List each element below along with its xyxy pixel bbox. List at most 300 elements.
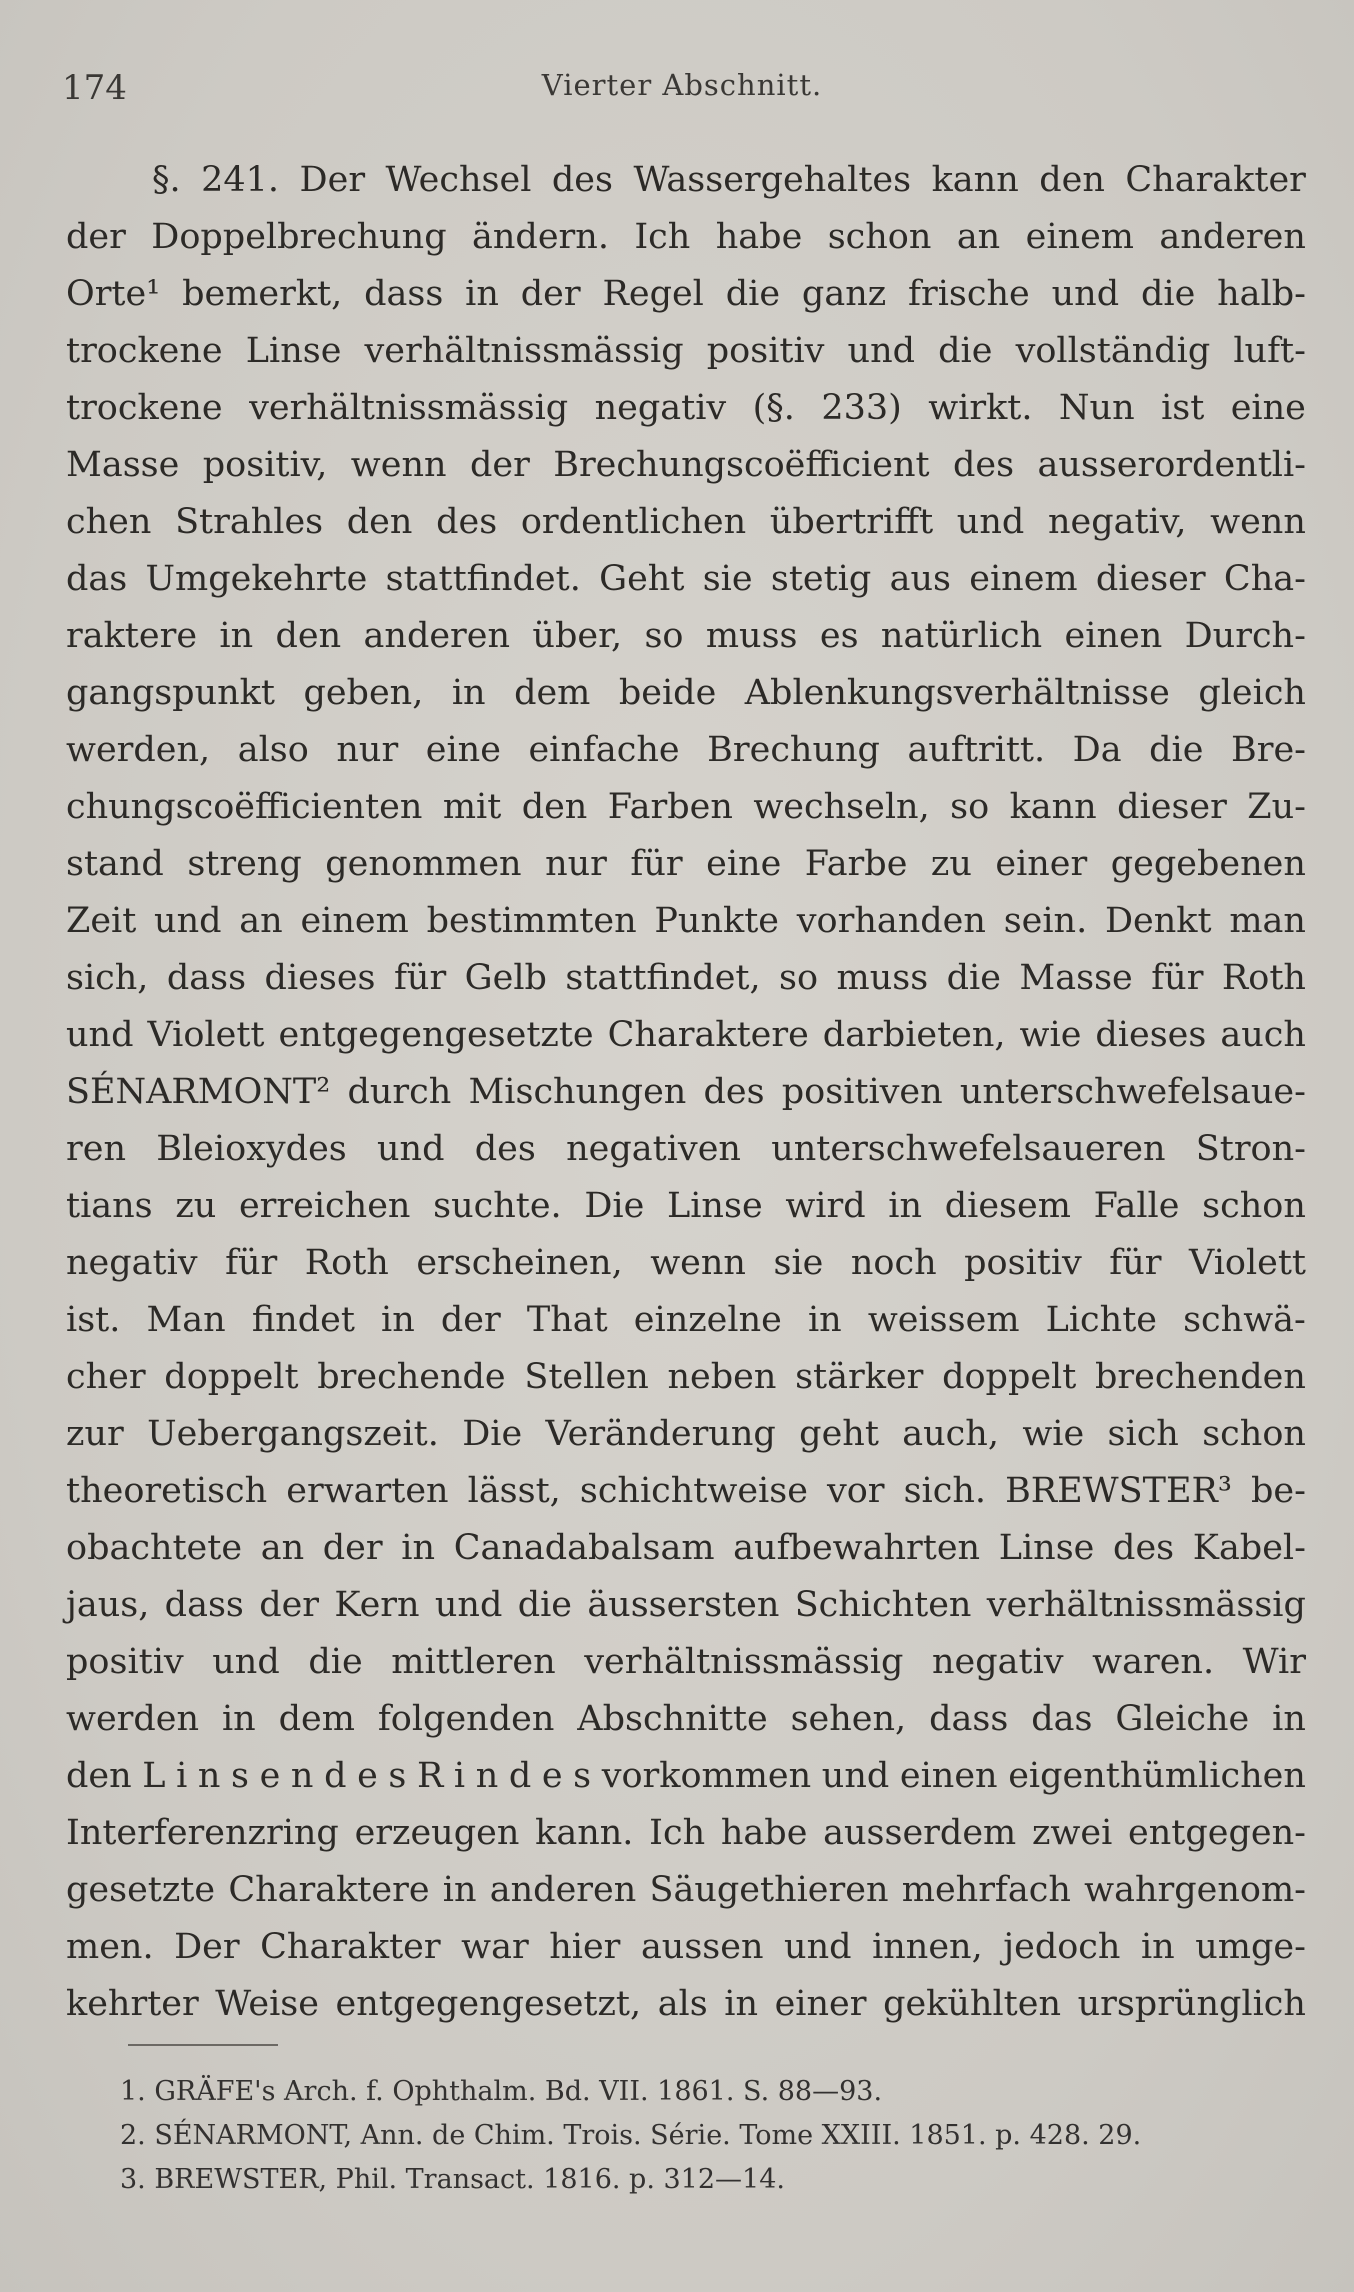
word: werden, (66, 730, 211, 770)
word: anderen (1159, 217, 1306, 257)
text-line (66, 1862, 1306, 1919)
word: mehrfach (901, 1870, 1071, 1910)
word: Säugethieren (649, 1870, 889, 1910)
word: äussersten (587, 1585, 780, 1625)
word: negativen (566, 1129, 741, 1169)
word: jaus, (66, 1585, 150, 1625)
word: wenn (650, 1243, 746, 1283)
word: die (517, 1585, 572, 1625)
word: Ich (634, 217, 691, 257)
word: und (821, 1756, 890, 1796)
word: stattfindet. (385, 559, 581, 599)
word: das (66, 559, 128, 599)
word: findet (251, 1300, 355, 1340)
word: Linse (998, 1528, 1095, 1568)
word: negativ, (1047, 502, 1187, 542)
word: den (1039, 160, 1105, 200)
word: Bre- (1231, 730, 1306, 770)
word: Wir (1242, 1642, 1306, 1682)
text-line (66, 608, 1306, 665)
word: Nun (1058, 388, 1135, 428)
word: den (275, 616, 342, 656)
word: als (657, 1984, 708, 2024)
word: den (66, 1756, 132, 1796)
text-line (66, 1064, 1306, 1121)
word: ursprünglich (1077, 1984, 1306, 2024)
word: s (388, 1756, 407, 1796)
word: an (956, 217, 1001, 257)
word: erreichen (238, 1186, 411, 1226)
word: übertrifft (769, 502, 934, 542)
word: sich. (903, 1471, 987, 1511)
word: und (847, 331, 916, 371)
footnote: 1. GRÄFE's Arch. f. Ophthalm. Bd. VII. 1861. S. 88—93. (120, 2076, 883, 2107)
word: Schichten (794, 1585, 972, 1625)
word: Strahles (175, 502, 324, 542)
word: Masse (1019, 958, 1133, 998)
word: bemerkt, (182, 274, 343, 314)
word: streng (187, 844, 302, 884)
word: werden (66, 1699, 200, 1739)
text-line (66, 266, 1306, 323)
word: be- (1250, 1471, 1306, 1511)
word: für (393, 958, 447, 998)
word: erwarten (286, 1471, 449, 1511)
word: an (239, 901, 283, 941)
word: Linse (667, 1186, 763, 1226)
word: Da (1072, 730, 1122, 770)
word: so (779, 958, 819, 998)
word: umge- (1195, 1927, 1306, 1967)
word: ist. (66, 1300, 121, 1340)
text-line (66, 1919, 1306, 1976)
word: Uebergangszeit. (147, 1414, 439, 1454)
word: einer (995, 844, 1088, 884)
word: gleich (1198, 673, 1306, 713)
word: sie (773, 1243, 824, 1283)
word: des (952, 445, 1015, 485)
footnote-separator (128, 2044, 278, 2046)
word: noch (850, 1243, 937, 1283)
word: der (440, 1300, 501, 1340)
word: lässt, (467, 1471, 561, 1511)
word: kehrter (66, 1984, 199, 2024)
word: weissem (867, 1300, 1020, 1340)
word: der (322, 1528, 383, 1568)
word: nur (545, 844, 607, 884)
word: den (346, 502, 413, 542)
word: muss (836, 958, 929, 998)
word: e (259, 1756, 281, 1796)
word: in (807, 1300, 842, 1340)
text-line (66, 1805, 1306, 1862)
word: Brechungscoëfficient (553, 445, 930, 485)
word: Wassergehaltes (633, 160, 912, 200)
word: dem (514, 673, 591, 713)
word: der (259, 1585, 320, 1625)
word: der (469, 445, 530, 485)
word: sein. (1003, 901, 1088, 941)
word: des (1113, 1528, 1175, 1568)
word: Veränderung (545, 1414, 776, 1454)
word: doppelt (942, 1357, 1077, 1397)
text-line (66, 950, 1306, 1007)
word: beide (618, 673, 717, 713)
word: geht (799, 1414, 879, 1454)
word: suchte. (433, 1186, 562, 1226)
word: chungscoëfficienten (66, 787, 423, 827)
word: n (290, 1756, 314, 1796)
word: SÉNARMONT² (66, 1072, 331, 1112)
word: schichtweise (579, 1471, 808, 1511)
word: und (377, 1129, 445, 1169)
text-line (66, 1178, 1306, 1235)
word: jedoch (1003, 1927, 1121, 1967)
word: BREWSTER³ (1005, 1471, 1232, 1511)
word: vor (826, 1471, 885, 1511)
word: aus (889, 559, 951, 599)
word: in (1272, 1699, 1306, 1739)
word: ren (66, 1129, 126, 1169)
word: dass (166, 958, 247, 998)
word: Kern (334, 1585, 420, 1625)
text-line (66, 722, 1306, 779)
word: innen, (872, 1927, 983, 1967)
word: einzelne (633, 1300, 782, 1340)
word: stand (66, 844, 164, 884)
word: s (231, 1756, 250, 1796)
text-line (66, 1577, 1306, 1634)
word: einfache (528, 730, 680, 770)
word: Denkt (1104, 901, 1212, 941)
word: wenn (1210, 502, 1306, 542)
text-line (66, 380, 1306, 437)
word: stärker (795, 1357, 924, 1397)
word: Charaktere (228, 1870, 430, 1910)
word: sich (1107, 1414, 1179, 1454)
word: dieses (1095, 1015, 1207, 1055)
word: Ich (649, 1813, 706, 1853)
word: n (197, 1756, 221, 1796)
text-line (66, 893, 1306, 950)
word: positiv (706, 331, 825, 371)
word: negativ (66, 1243, 198, 1283)
word: für (225, 1243, 278, 1283)
word: eine (706, 844, 782, 884)
word: mittleren (391, 1642, 556, 1682)
word: des (436, 502, 498, 542)
word: n (475, 1756, 499, 1796)
word: an (260, 1528, 305, 1568)
word: positiv (66, 1642, 184, 1682)
word: so (950, 787, 990, 827)
word: Interferenzring (66, 1813, 339, 1853)
text-line (66, 1406, 1306, 1463)
word: unterschwefelsaueren (771, 1129, 1166, 1169)
word: ändern. (472, 217, 609, 257)
word: vorhanden (796, 901, 986, 941)
word: That (526, 1300, 608, 1340)
word: und (66, 1015, 134, 1055)
word: folgenden (377, 1699, 555, 1739)
word: genommen (325, 844, 522, 884)
word: die (308, 1642, 363, 1682)
word: wirkt. (928, 388, 1033, 428)
word: gangspunkt (66, 673, 275, 713)
word: i (176, 1756, 188, 1796)
word: in (465, 274, 499, 314)
text-line (66, 1748, 1306, 1805)
word: trockene (66, 388, 223, 428)
word: raktere (66, 616, 198, 656)
word: Kabel- (1192, 1528, 1306, 1568)
word: 233) (821, 388, 902, 428)
word: Charakter (1125, 160, 1306, 200)
word: es (819, 616, 859, 656)
word: in (724, 1984, 759, 2024)
text-line (66, 323, 1306, 380)
word: ist (1161, 388, 1205, 428)
text-line (66, 665, 1306, 722)
word: in (221, 1699, 256, 1739)
word: Zeit (66, 901, 137, 941)
word: erscheinen, (416, 1243, 623, 1283)
word: Cha- (1223, 559, 1306, 599)
word: Orte¹ (66, 274, 161, 314)
word: Der (299, 160, 366, 200)
word: Farben (607, 787, 733, 827)
word: einen (899, 1756, 998, 1796)
text-line (66, 1235, 1306, 1292)
word: dass (364, 274, 444, 314)
word: ausserordentli- (1037, 445, 1306, 485)
word: wird (785, 1186, 866, 1226)
word: Masse (66, 445, 180, 485)
word: kann (1009, 787, 1097, 827)
word: einem (300, 901, 409, 941)
word: die (938, 331, 993, 371)
word: in (401, 1528, 436, 1568)
word: geben, (303, 673, 424, 713)
word: R (416, 1756, 444, 1796)
word: dass (164, 1585, 244, 1625)
body-text (66, 152, 1306, 2033)
footnotes (120, 2070, 1310, 2202)
word: s (573, 1756, 592, 1796)
word: man (1229, 901, 1306, 941)
word: der (520, 274, 581, 314)
word: chen (66, 502, 152, 542)
word: einem (1025, 217, 1134, 257)
word: schon (1202, 1186, 1306, 1226)
word: eine (425, 730, 501, 770)
word: stetig (770, 559, 872, 599)
word: wenn (350, 445, 447, 485)
word: doppelt (164, 1357, 299, 1397)
word: Bleioxydes (156, 1129, 347, 1169)
text-line (66, 1463, 1306, 1520)
word: dieser (1117, 787, 1227, 827)
word: anderen (489, 1870, 637, 1910)
word: und (434, 1585, 503, 1625)
word: Linse (245, 331, 342, 371)
text-line (66, 209, 1306, 266)
word: gesetzte (66, 1870, 216, 1910)
word: Abschnitte (577, 1699, 768, 1739)
word: gegebenen (1110, 844, 1306, 884)
word: kann (931, 160, 1019, 200)
word: Roth (1221, 958, 1306, 998)
text-line (66, 1292, 1306, 1349)
text-line (66, 779, 1306, 836)
word: diesem (944, 1186, 1071, 1226)
word: entgegengesetzt, (335, 1984, 642, 2024)
word: für (1109, 1243, 1162, 1283)
word: war (461, 1927, 529, 1967)
word: zu (175, 1186, 217, 1226)
word: Charakter (260, 1927, 441, 1967)
word: auftritt. (907, 730, 1046, 770)
text-line (66, 836, 1306, 893)
word: des (551, 160, 613, 200)
word: in (442, 1870, 477, 1910)
word: luft- (1233, 331, 1306, 371)
word: schon (827, 217, 932, 257)
word: ordentlichen (520, 502, 747, 542)
word: des (474, 1129, 536, 1169)
word: verhältnissmässig (584, 1642, 904, 1682)
text-line (66, 437, 1306, 494)
word: und (956, 502, 1025, 542)
word: nur (336, 730, 399, 770)
word: Regel (602, 274, 704, 314)
word: einem (969, 559, 1078, 599)
word: unterschwefelsaue- (959, 1072, 1306, 1112)
word: aufbewahrten (733, 1528, 981, 1568)
word: verhältnissmässig (249, 388, 569, 428)
word: dem (278, 1699, 355, 1739)
word: einer (774, 1984, 867, 2024)
word: und (1051, 274, 1120, 314)
text-line (66, 152, 1306, 209)
word: brechende (317, 1357, 506, 1397)
word: §. (152, 160, 181, 200)
section-title: Vierter Abschnitt. (541, 68, 823, 102)
word: die (1140, 274, 1196, 314)
word: auch, (902, 1414, 999, 1454)
word: Wechsel (385, 160, 532, 200)
word: waren. (1092, 1642, 1215, 1682)
word: durch (347, 1072, 452, 1112)
word: schwä- (1183, 1300, 1306, 1340)
word: in (451, 673, 486, 713)
text-line (66, 1691, 1306, 1748)
word: über, (532, 616, 623, 656)
word: das (1031, 1699, 1093, 1739)
word: in (381, 1300, 415, 1340)
word: Charaktere (607, 1015, 809, 1055)
word: verhältnissmässig (364, 331, 684, 371)
word: positiven (781, 1072, 943, 1112)
word: positiv, (202, 445, 328, 485)
word: die (946, 958, 1001, 998)
word: habe (720, 1813, 808, 1853)
word: ausserdem (823, 1813, 1017, 1853)
word: eigenthümlichen (1008, 1756, 1306, 1796)
word: stattfindet, (565, 958, 761, 998)
word: neben (667, 1357, 777, 1397)
word: für (630, 844, 683, 884)
word: und (212, 1642, 280, 1682)
word: dieses (264, 958, 376, 998)
word: hier (549, 1927, 621, 1967)
word: eine (1230, 388, 1306, 428)
word: Lichte (1045, 1300, 1157, 1340)
word: e (357, 1756, 378, 1796)
word: kann. (535, 1813, 634, 1853)
word: negativ (594, 388, 727, 428)
word: sie (702, 559, 753, 599)
word: sehen, (790, 1699, 907, 1739)
word: Stron- (1195, 1129, 1306, 1169)
word: in (219, 616, 254, 656)
word: habe (715, 217, 803, 257)
word: Roth (304, 1243, 389, 1283)
word: wie (1019, 1015, 1082, 1055)
word: trockene (66, 331, 223, 371)
word: theoretisch (66, 1471, 268, 1511)
word: Zu- (1247, 787, 1306, 827)
word: Man (146, 1300, 226, 1340)
word: sich, (66, 958, 149, 998)
word: dass (929, 1699, 1009, 1739)
text-line (66, 1349, 1306, 1406)
word: Weise (215, 1984, 319, 2024)
word: also (237, 730, 309, 770)
word: zur (66, 1414, 124, 1454)
word: erzeugen (354, 1813, 520, 1853)
word: für (1151, 958, 1204, 998)
word: 241. (201, 160, 280, 200)
word: in (1140, 1927, 1175, 1967)
word: d (508, 1756, 532, 1796)
word: Brechung (707, 730, 880, 770)
word: Punkte (654, 901, 779, 941)
word: die (1149, 730, 1204, 770)
word: L (142, 1756, 166, 1796)
word: zu (930, 844, 972, 884)
word: wie (1022, 1414, 1085, 1454)
text-line (66, 1976, 1306, 2033)
word: die (725, 274, 781, 314)
word: tians (66, 1186, 153, 1226)
word: und (784, 1927, 852, 1967)
word: Falle (1093, 1186, 1180, 1226)
footnote: 3. BREWSTER, Phil. Transact. 1816. p. 312—14. (120, 2164, 785, 2195)
word: Die (462, 1414, 523, 1454)
word: Mischungen (468, 1072, 687, 1112)
word: frische (908, 274, 1030, 314)
word: wechseln, (753, 787, 930, 827)
word: Ablenkungsverhältnisse (744, 673, 1170, 713)
word: men. (66, 1927, 154, 1967)
word: des (703, 1072, 765, 1112)
word: vorkommen (601, 1756, 812, 1796)
word: aussen (640, 1927, 764, 1967)
word: auch (1220, 1015, 1306, 1055)
word: mit (442, 787, 502, 827)
page-number: 174 (62, 68, 127, 108)
